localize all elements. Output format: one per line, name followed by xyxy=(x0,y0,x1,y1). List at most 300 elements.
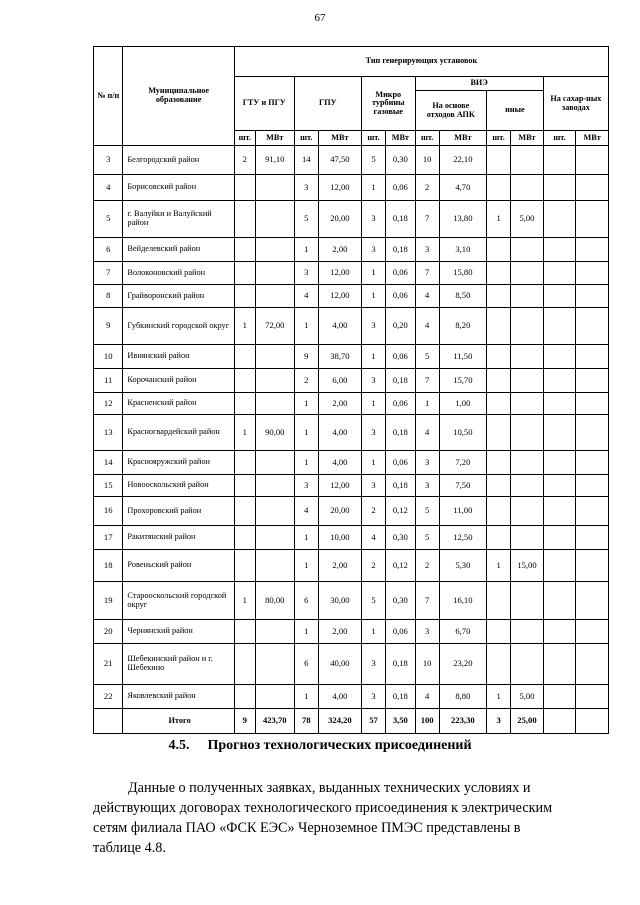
gtu-header: ГТУ и ПГУ xyxy=(234,77,294,131)
cell-gtu-mw xyxy=(255,393,294,415)
cell-name: Старооскольский городской округ xyxy=(123,582,234,620)
cell-sug-n xyxy=(543,620,576,644)
cell-sug-n xyxy=(543,262,576,285)
cell-oth-n xyxy=(487,262,511,285)
cell-apk-mw: 4,70 xyxy=(439,175,486,201)
cell-apk-mw: 3,10 xyxy=(439,238,486,262)
cell-mic-mw: 0,06 xyxy=(386,345,415,369)
cell-mic-n: 3 xyxy=(361,475,385,497)
cell-mic-mw: 0,06 xyxy=(386,620,415,644)
cell-mic-mw: 0,30 xyxy=(386,526,415,550)
cell-gtu-mw xyxy=(255,285,294,308)
cell-sug-mw xyxy=(576,644,609,685)
unit-mw-header: МВт xyxy=(255,131,294,146)
cell-gpu-n: 1 xyxy=(294,685,318,709)
cell-sug-mw xyxy=(576,285,609,308)
cell-n: 14 xyxy=(94,451,123,475)
table-row xyxy=(94,285,609,308)
micro-header: Микро турбины газовые xyxy=(361,77,415,131)
cell-mic-mw: 0,30 xyxy=(386,146,415,175)
cell-oth-n xyxy=(487,393,511,415)
cell-n: 9 xyxy=(94,308,123,345)
cell-oth-n xyxy=(487,620,511,644)
cell-sug-n xyxy=(543,644,576,685)
cell-oth-n: 1 xyxy=(487,550,511,582)
cell-oth-n: 1 xyxy=(487,201,511,238)
cell-gpu-mw: 4,00 xyxy=(318,308,361,345)
cell-n: 17 xyxy=(94,526,123,550)
cell-gtu-n xyxy=(234,201,255,238)
cell-name: г. Валуйки и Валуйский район xyxy=(123,201,234,238)
cell-gtu-n xyxy=(234,238,255,262)
cell-gtu-mw xyxy=(255,238,294,262)
cell-mic-n: 3 xyxy=(361,201,385,238)
cell-gpu-mw: 12,00 xyxy=(318,475,361,497)
cell-name: Красногвардейский район xyxy=(123,415,234,451)
col-num-header: № п/п xyxy=(94,47,123,146)
cell-apk-n: 4 xyxy=(415,415,439,451)
table-row xyxy=(94,526,609,550)
cell-gpu-mw: 30,00 xyxy=(318,582,361,620)
cell-gpu-mw: 4,00 xyxy=(318,451,361,475)
cell-mic-n: 3 xyxy=(361,238,385,262)
cell-gtu-mw: 91,10 xyxy=(255,146,294,175)
cell-oth-n xyxy=(487,285,511,308)
cell-oth-mw xyxy=(511,285,544,308)
cell-mic-mw: 3,50 xyxy=(386,709,415,734)
cell-name: Ивнянский район xyxy=(123,345,234,369)
cell-mic-mw: 0,18 xyxy=(386,415,415,451)
cell-gpu-mw: 4,00 xyxy=(318,685,361,709)
unit-mw-header: МВт xyxy=(318,131,361,146)
table-row xyxy=(94,550,609,582)
cell-oth-n xyxy=(487,146,511,175)
unit-pcs-header: шт. xyxy=(543,131,576,146)
cell-mic-n: 1 xyxy=(361,345,385,369)
cell-apk-mw: 15,70 xyxy=(439,369,486,393)
cell-apk-n: 3 xyxy=(415,451,439,475)
cell-apk-mw: 23,20 xyxy=(439,644,486,685)
cell-mic-n: 1 xyxy=(361,620,385,644)
cell-oth-mw xyxy=(511,451,544,475)
cell-oth-n xyxy=(487,345,511,369)
table-row xyxy=(94,415,609,451)
unit-pcs-header: шт. xyxy=(294,131,318,146)
unit-pcs-header: шт. xyxy=(415,131,439,146)
cell-sug-n xyxy=(543,201,576,238)
cell-gtu-n xyxy=(234,526,255,550)
cell-mic-mw: 0,18 xyxy=(386,238,415,262)
cell-n: 21 xyxy=(94,644,123,685)
cell-apk-n: 3 xyxy=(415,620,439,644)
cell-oth-mw xyxy=(511,238,544,262)
cell-n: 3 xyxy=(94,146,123,175)
table-row xyxy=(94,262,609,285)
cell-apk-mw: 7,50 xyxy=(439,475,486,497)
cell-gpu-mw: 2,00 xyxy=(318,238,361,262)
cell-apk-mw: 22,10 xyxy=(439,146,486,175)
cell-sug-mw xyxy=(576,526,609,550)
cell-name: Борисовский район xyxy=(123,175,234,201)
cell-apk-n: 5 xyxy=(415,497,439,526)
cell-gtu-n xyxy=(234,393,255,415)
cell-oth-n xyxy=(487,582,511,620)
cell-gtu-n xyxy=(234,497,255,526)
cell-gtu-mw xyxy=(255,526,294,550)
cell-sug-n xyxy=(543,415,576,451)
cell-sug-n xyxy=(543,345,576,369)
cell-oth-n: 3 xyxy=(487,709,511,734)
cell-sug-mw xyxy=(576,685,609,709)
cell-n: 4 xyxy=(94,175,123,201)
cell-gtu-n xyxy=(234,285,255,308)
cell-gpu-n: 6 xyxy=(294,582,318,620)
cell-oth-mw xyxy=(511,345,544,369)
cell-gtu-n xyxy=(234,175,255,201)
cell-gpu-n: 1 xyxy=(294,415,318,451)
cell-apk-n: 7 xyxy=(415,582,439,620)
cell-mic-n: 1 xyxy=(361,262,385,285)
cell-apk-n: 7 xyxy=(415,262,439,285)
cell-gpu-n: 1 xyxy=(294,451,318,475)
cell-mic-n: 1 xyxy=(361,451,385,475)
cell-oth-mw xyxy=(511,393,544,415)
cell-gtu-n xyxy=(234,369,255,393)
cell-sug-n xyxy=(543,146,576,175)
cell-gpu-n: 1 xyxy=(294,620,318,644)
cell-gpu-n: 1 xyxy=(294,526,318,550)
table-row xyxy=(94,475,609,497)
cell-mic-mw: 0,18 xyxy=(386,644,415,685)
cell-sug-n xyxy=(543,550,576,582)
table-row xyxy=(94,175,609,201)
table-row xyxy=(94,620,609,644)
cell-gtu-mw: 423,70 xyxy=(255,709,294,734)
cell-name: Краснояружский район xyxy=(123,451,234,475)
cell-sug-mw xyxy=(576,475,609,497)
cell-gpu-mw: 6,00 xyxy=(318,369,361,393)
cell-gpu-mw: 12,00 xyxy=(318,262,361,285)
cell-name: Яковлевский район xyxy=(123,685,234,709)
unit-mw-header: МВт xyxy=(511,131,544,146)
cell-sug-n xyxy=(543,308,576,345)
cell-mic-mw: 0,12 xyxy=(386,550,415,582)
cell-gtu-mw xyxy=(255,451,294,475)
cell-n: 11 xyxy=(94,369,123,393)
cell-gpu-mw: 47,50 xyxy=(318,146,361,175)
cell-apk-mw: 8,20 xyxy=(439,308,486,345)
cell-name: Корочанский район xyxy=(123,369,234,393)
cell-oth-mw xyxy=(511,175,544,201)
cell-gpu-n: 4 xyxy=(294,285,318,308)
cell-mic-n: 3 xyxy=(361,644,385,685)
cell-oth-mw xyxy=(511,644,544,685)
cell-gtu-n xyxy=(234,620,255,644)
table-row xyxy=(94,345,609,369)
cell-oth-mw: 5,00 xyxy=(511,201,544,238)
vie-header: ВИЭ xyxy=(415,77,543,91)
cell-sug-mw xyxy=(576,238,609,262)
cell-sug-n xyxy=(543,238,576,262)
cell-mic-n: 2 xyxy=(361,497,385,526)
cell-mic-mw: 0,18 xyxy=(386,201,415,238)
cell-oth-mw xyxy=(511,475,544,497)
cell-apk-n: 5 xyxy=(415,526,439,550)
cell-apk-mw: 11,50 xyxy=(439,345,486,369)
cell-gtu-n: 2 xyxy=(234,146,255,175)
cell-oth-n xyxy=(487,526,511,550)
cell-mic-n: 1 xyxy=(361,175,385,201)
cell-gpu-mw: 10,00 xyxy=(318,526,361,550)
cell-apk-n: 100 xyxy=(415,709,439,734)
cell-gtu-mw xyxy=(255,262,294,285)
cell-gpu-n: 78 xyxy=(294,709,318,734)
cell-oth-mw xyxy=(511,620,544,644)
cell-mic-mw: 0,20 xyxy=(386,308,415,345)
generation-table xyxy=(93,46,609,734)
cell-n: 8 xyxy=(94,285,123,308)
cell-mic-n: 5 xyxy=(361,146,385,175)
cell-mic-n: 1 xyxy=(361,285,385,308)
table-row xyxy=(94,146,609,175)
cell-n: 15 xyxy=(94,475,123,497)
cell-mic-n: 5 xyxy=(361,582,385,620)
cell-gpu-n: 1 xyxy=(294,238,318,262)
cell-gtu-n: 1 xyxy=(234,415,255,451)
cell-apk-mw: 7,20 xyxy=(439,451,486,475)
cell-gtu-mw xyxy=(255,175,294,201)
body-paragraph xyxy=(93,778,609,858)
table-row xyxy=(94,201,609,238)
cell-oth-mw: 25,00 xyxy=(511,709,544,734)
cell-gpu-mw: 40,00 xyxy=(318,644,361,685)
cell-n: 16 xyxy=(94,497,123,526)
cell-sug-mw xyxy=(576,262,609,285)
cell-mic-n: 57 xyxy=(361,709,385,734)
cell-name: Новооскольский район xyxy=(123,475,234,497)
cell-mic-n: 1 xyxy=(361,393,385,415)
cell-oth-n xyxy=(487,497,511,526)
cell-gpu-mw: 2,00 xyxy=(318,393,361,415)
paragraph-line: сетям филиала ПАО «ФСК ЕЭС» Черноземное ПМЭС представлены в xyxy=(93,820,521,836)
section-title: Прогноз технологических присоединений xyxy=(207,738,472,753)
cell-oth-mw xyxy=(511,308,544,345)
cell-mic-mw: 0,06 xyxy=(386,285,415,308)
cell-sug-mw xyxy=(576,709,609,734)
cell-name: Губкинский городской округ xyxy=(123,308,234,345)
cell-sug-mw xyxy=(576,415,609,451)
cell-gtu-mw xyxy=(255,345,294,369)
table-row xyxy=(94,497,609,526)
cell-name: Волоконовский район xyxy=(123,262,234,285)
cell-name: Вейделевский район xyxy=(123,238,234,262)
cell-sug-mw xyxy=(576,146,609,175)
sugar-header: На сахар-ных заводах xyxy=(543,77,608,131)
cell-apk-mw: 223,30 xyxy=(439,709,486,734)
cell-gpu-n: 1 xyxy=(294,308,318,345)
cell-sug-mw xyxy=(576,201,609,238)
cell-mic-mw: 0,06 xyxy=(386,393,415,415)
cell-gpu-mw: 324,20 xyxy=(318,709,361,734)
cell-oth-n xyxy=(487,451,511,475)
unit-pcs-header: шт. xyxy=(487,131,511,146)
cell-sug-mw xyxy=(576,582,609,620)
cell-apk-n: 7 xyxy=(415,201,439,238)
cell-mic-mw: 0,06 xyxy=(386,175,415,201)
cell-gpu-n: 5 xyxy=(294,201,318,238)
cell-apk-n: 2 xyxy=(415,175,439,201)
cell-sug-mw xyxy=(576,451,609,475)
cell-gpu-mw: 12,00 xyxy=(318,285,361,308)
cell-sug-mw xyxy=(576,345,609,369)
cell-oth-n xyxy=(487,308,511,345)
cell-gpu-n: 3 xyxy=(294,262,318,285)
cell-sug-n xyxy=(543,369,576,393)
col-municipality-header: Муниципальное образование xyxy=(123,47,234,146)
cell-sug-mw xyxy=(576,369,609,393)
cell-gtu-n xyxy=(234,550,255,582)
cell-oth-mw xyxy=(511,369,544,393)
cell-mic-mw: 0,30 xyxy=(386,582,415,620)
cell-name: Чернянский район xyxy=(123,620,234,644)
cell-apk-n: 10 xyxy=(415,644,439,685)
cell-oth-n xyxy=(487,369,511,393)
paragraph-line: действующих договорах технологического присоединения к электрическим xyxy=(93,800,553,816)
cell-gpu-n: 1 xyxy=(294,393,318,415)
cell-oth-mw: 15,00 xyxy=(511,550,544,582)
cell-apk-mw: 16,10 xyxy=(439,582,486,620)
cell-oth-n xyxy=(487,238,511,262)
cell-mic-n: 2 xyxy=(361,550,385,582)
cell-oth-mw xyxy=(511,497,544,526)
cell-sug-n xyxy=(543,526,576,550)
cell-mic-mw: 0,18 xyxy=(386,685,415,709)
cell-mic-mw: 0,06 xyxy=(386,262,415,285)
cell-gtu-mw xyxy=(255,644,294,685)
cell-apk-n: 4 xyxy=(415,685,439,709)
page-number: 67 xyxy=(314,12,326,24)
cell-apk-n: 5 xyxy=(415,345,439,369)
cell-gtu-n xyxy=(234,262,255,285)
cell-apk-mw: 12,50 xyxy=(439,526,486,550)
apk-header: На основе отходов АПК xyxy=(415,91,486,131)
cell-gtu-mw xyxy=(255,201,294,238)
cell-sug-n xyxy=(543,393,576,415)
cell-name: Прохоровский район xyxy=(123,497,234,526)
cell-name: Итого xyxy=(123,709,234,734)
cell-mic-n: 3 xyxy=(361,415,385,451)
cell-oth-n: 1 xyxy=(487,685,511,709)
cell-gpu-n: 2 xyxy=(294,369,318,393)
cell-name: Шебекинский район и г. Шебекино xyxy=(123,644,234,685)
cell-sug-mw xyxy=(576,620,609,644)
unit-pcs-header: шт. xyxy=(361,131,385,146)
cell-apk-n: 4 xyxy=(415,308,439,345)
cell-gtu-mw xyxy=(255,620,294,644)
cell-gtu-n: 1 xyxy=(234,582,255,620)
cell-gpu-mw: 20,00 xyxy=(318,497,361,526)
cell-n: 7 xyxy=(94,262,123,285)
cell-mic-mw: 0,12 xyxy=(386,497,415,526)
cell-gpu-n: 6 xyxy=(294,644,318,685)
paragraph-line: таблице 4.8. xyxy=(93,840,166,856)
cell-apk-n: 7 xyxy=(415,369,439,393)
cell-gtu-n xyxy=(234,475,255,497)
cell-apk-mw: 8,50 xyxy=(439,285,486,308)
cell-sug-n xyxy=(543,709,576,734)
cell-gpu-n: 4 xyxy=(294,497,318,526)
cell-apk-n: 10 xyxy=(415,146,439,175)
table-row xyxy=(94,393,609,415)
paragraph-line: Данные о полученных заявках, выданных технических условиях и xyxy=(128,780,531,796)
cell-sug-n xyxy=(543,451,576,475)
unit-pcs-header: шт. xyxy=(234,131,255,146)
cell-name: Белгородский район xyxy=(123,146,234,175)
cell-n: 12 xyxy=(94,393,123,415)
cell-gpu-mw: 2,00 xyxy=(318,620,361,644)
cell-sug-mw xyxy=(576,550,609,582)
cell-gtu-n xyxy=(234,644,255,685)
cell-gpu-mw: 12,00 xyxy=(318,175,361,201)
cell-apk-n: 3 xyxy=(415,475,439,497)
gen-type-header: Тип генерирующих установок xyxy=(234,47,608,77)
cell-mic-n: 4 xyxy=(361,526,385,550)
cell-mic-n: 3 xyxy=(361,308,385,345)
cell-apk-mw: 5,30 xyxy=(439,550,486,582)
cell-sug-n xyxy=(543,475,576,497)
cell-gtu-n xyxy=(234,451,255,475)
cell-gtu-mw: 80,00 xyxy=(255,582,294,620)
cell-oth-n xyxy=(487,475,511,497)
table-row xyxy=(94,582,609,620)
cell-apk-mw: 6,70 xyxy=(439,620,486,644)
cell-gpu-n: 3 xyxy=(294,175,318,201)
unit-mw-header: МВт xyxy=(576,131,609,146)
cell-gtu-n: 9 xyxy=(234,709,255,734)
cell-n: 18 xyxy=(94,550,123,582)
cell-apk-n: 1 xyxy=(415,393,439,415)
cell-name: Ракитянский район xyxy=(123,526,234,550)
other-header: иные xyxy=(487,91,544,131)
cell-n: 6 xyxy=(94,238,123,262)
cell-sug-mw xyxy=(576,308,609,345)
cell-gtu-mw xyxy=(255,550,294,582)
cell-n: 22 xyxy=(94,685,123,709)
cell-apk-mw: 11,00 xyxy=(439,497,486,526)
section-heading xyxy=(0,738,640,754)
cell-mic-mw: 0,06 xyxy=(386,451,415,475)
cell-mic-n: 3 xyxy=(361,369,385,393)
table-row xyxy=(94,644,609,685)
cell-gtu-n xyxy=(234,345,255,369)
cell-gpu-mw: 38,70 xyxy=(318,345,361,369)
total-row xyxy=(94,709,609,734)
cell-oth-n xyxy=(487,644,511,685)
cell-name: Ровеньский район xyxy=(123,550,234,582)
cell-apk-n: 3 xyxy=(415,238,439,262)
table-row xyxy=(94,308,609,345)
table-row xyxy=(94,451,609,475)
unit-mw-header: МВт xyxy=(386,131,415,146)
cell-gpu-n: 9 xyxy=(294,345,318,369)
cell-gpu-n: 14 xyxy=(294,146,318,175)
cell-n: 5 xyxy=(94,201,123,238)
cell-gtu-mw xyxy=(255,497,294,526)
table-row xyxy=(94,685,609,709)
cell-sug-mw xyxy=(576,175,609,201)
cell-oth-n xyxy=(487,175,511,201)
unit-mw-header: МВт xyxy=(439,131,486,146)
